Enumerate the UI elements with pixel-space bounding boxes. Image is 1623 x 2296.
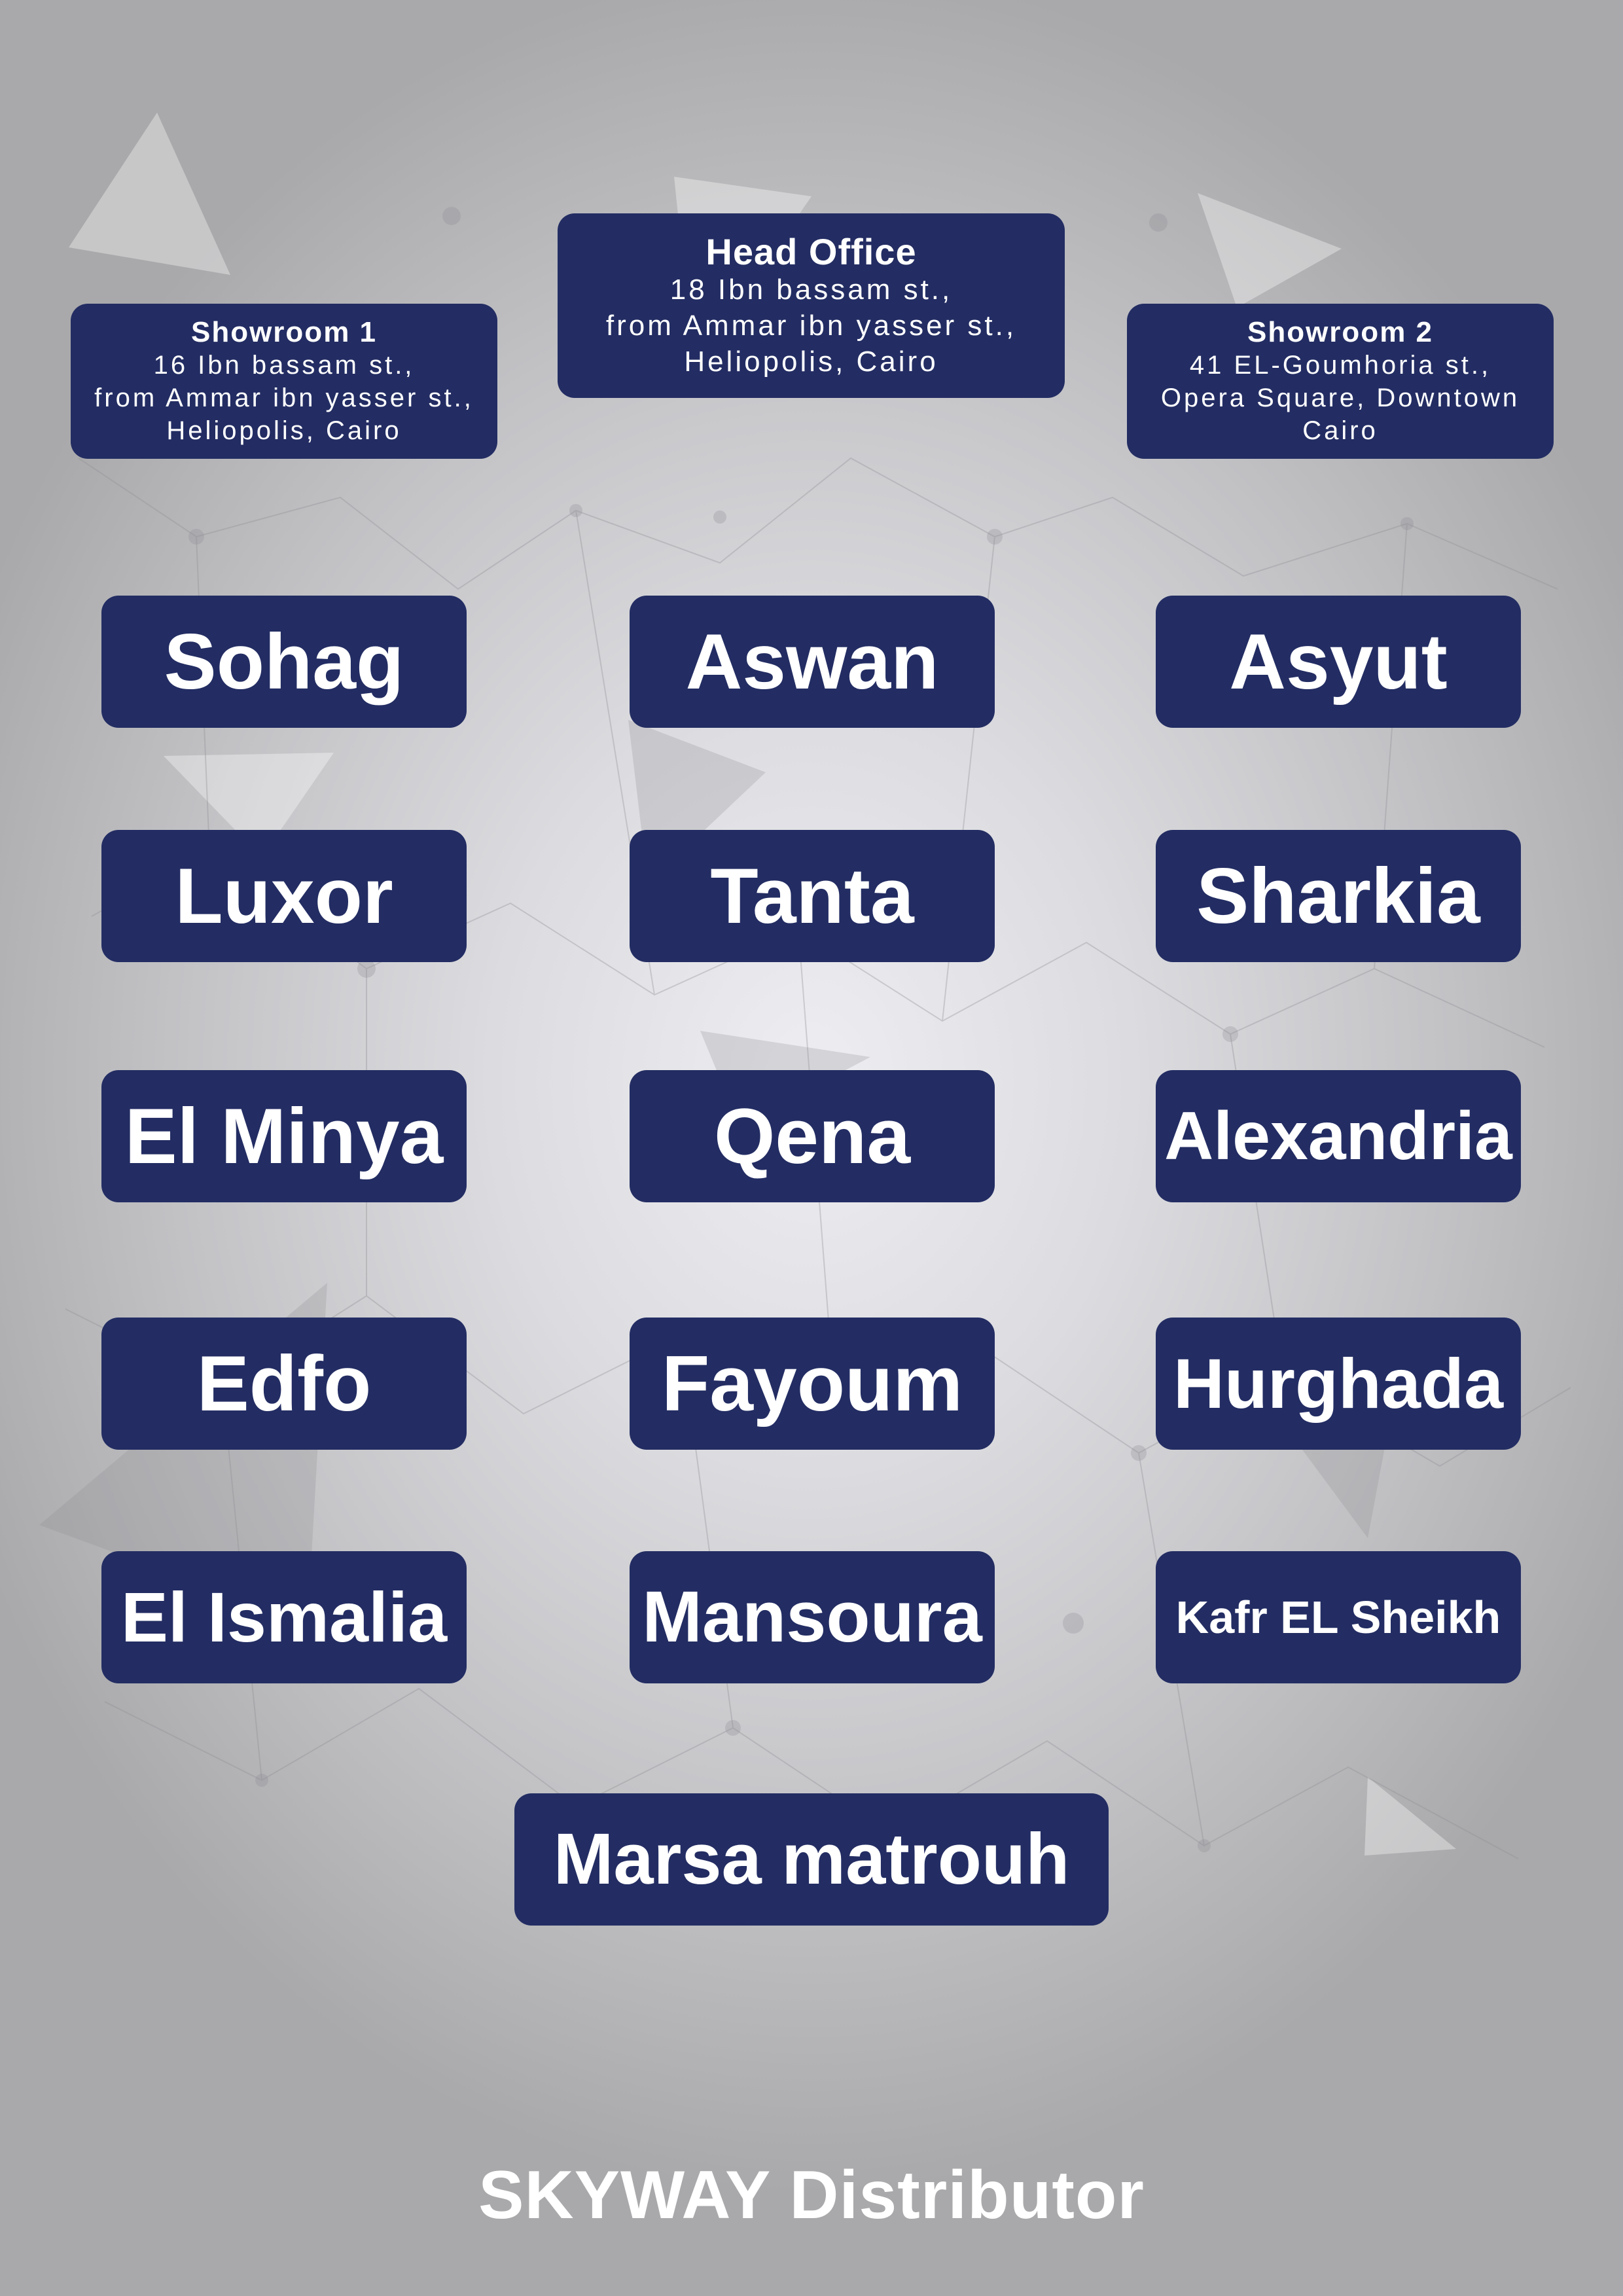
head-office-address-line: from Ammar ibn yasser st., [605, 309, 1017, 342]
showroom-1-card [71, 304, 497, 459]
city-qena: Qena [630, 1070, 995, 1202]
city-kafr-el-sheikh: Kafr EL Sheikh [1156, 1551, 1521, 1683]
city-alexandria: Alexandria [1156, 1070, 1521, 1202]
city-luxor: Luxor [101, 830, 467, 962]
showroom-1-address-line: 16 Ibn bassam st., [153, 350, 415, 380]
showroom-1-address-line: from Ammar ibn yasser st., [94, 383, 474, 412]
footer-brand-title: SKYWAY Distributor [478, 2157, 1145, 2233]
city-asyut: Asyut [1156, 596, 1521, 728]
head-office-address-line: Heliopolis, Cairo [684, 345, 938, 378]
showroom-2-address-line: Opera Square, Downtown [1160, 383, 1520, 412]
showroom-2-address-line: Cairo [1302, 416, 1378, 445]
showroom-1-title: Showroom 1 [190, 315, 378, 348]
city-fayoum: Fayoum [630, 1318, 995, 1450]
city-hurghada: Hurghada [1156, 1318, 1521, 1450]
city-el-minya: El Minya [101, 1070, 467, 1202]
city-edfo: Edfo [101, 1318, 467, 1450]
city-marsa-matrouh: Marsa matrouh [514, 1793, 1109, 1926]
showroom-2-title: Showroom 2 [1247, 315, 1434, 348]
city-el-ismalia: El Ismalia [101, 1551, 467, 1683]
head-office-title: Head Office [705, 230, 917, 272]
city-mansoura: Mansoura [630, 1551, 995, 1683]
city-sharkia: Sharkia [1156, 830, 1521, 962]
showroom-2-card [1127, 304, 1554, 459]
city-sohag: Sohag [101, 596, 467, 728]
city-aswan: Aswan [630, 596, 995, 728]
head-office-address-line: 18 Ibn bassam st., [669, 273, 953, 306]
showroom-1-address-line: Heliopolis, Cairo [166, 416, 402, 445]
head-office-card [558, 213, 1065, 398]
city-tanta: Tanta [630, 830, 995, 962]
showroom-2-address-line: 41 EL-Goumhoria st., [1189, 350, 1491, 380]
